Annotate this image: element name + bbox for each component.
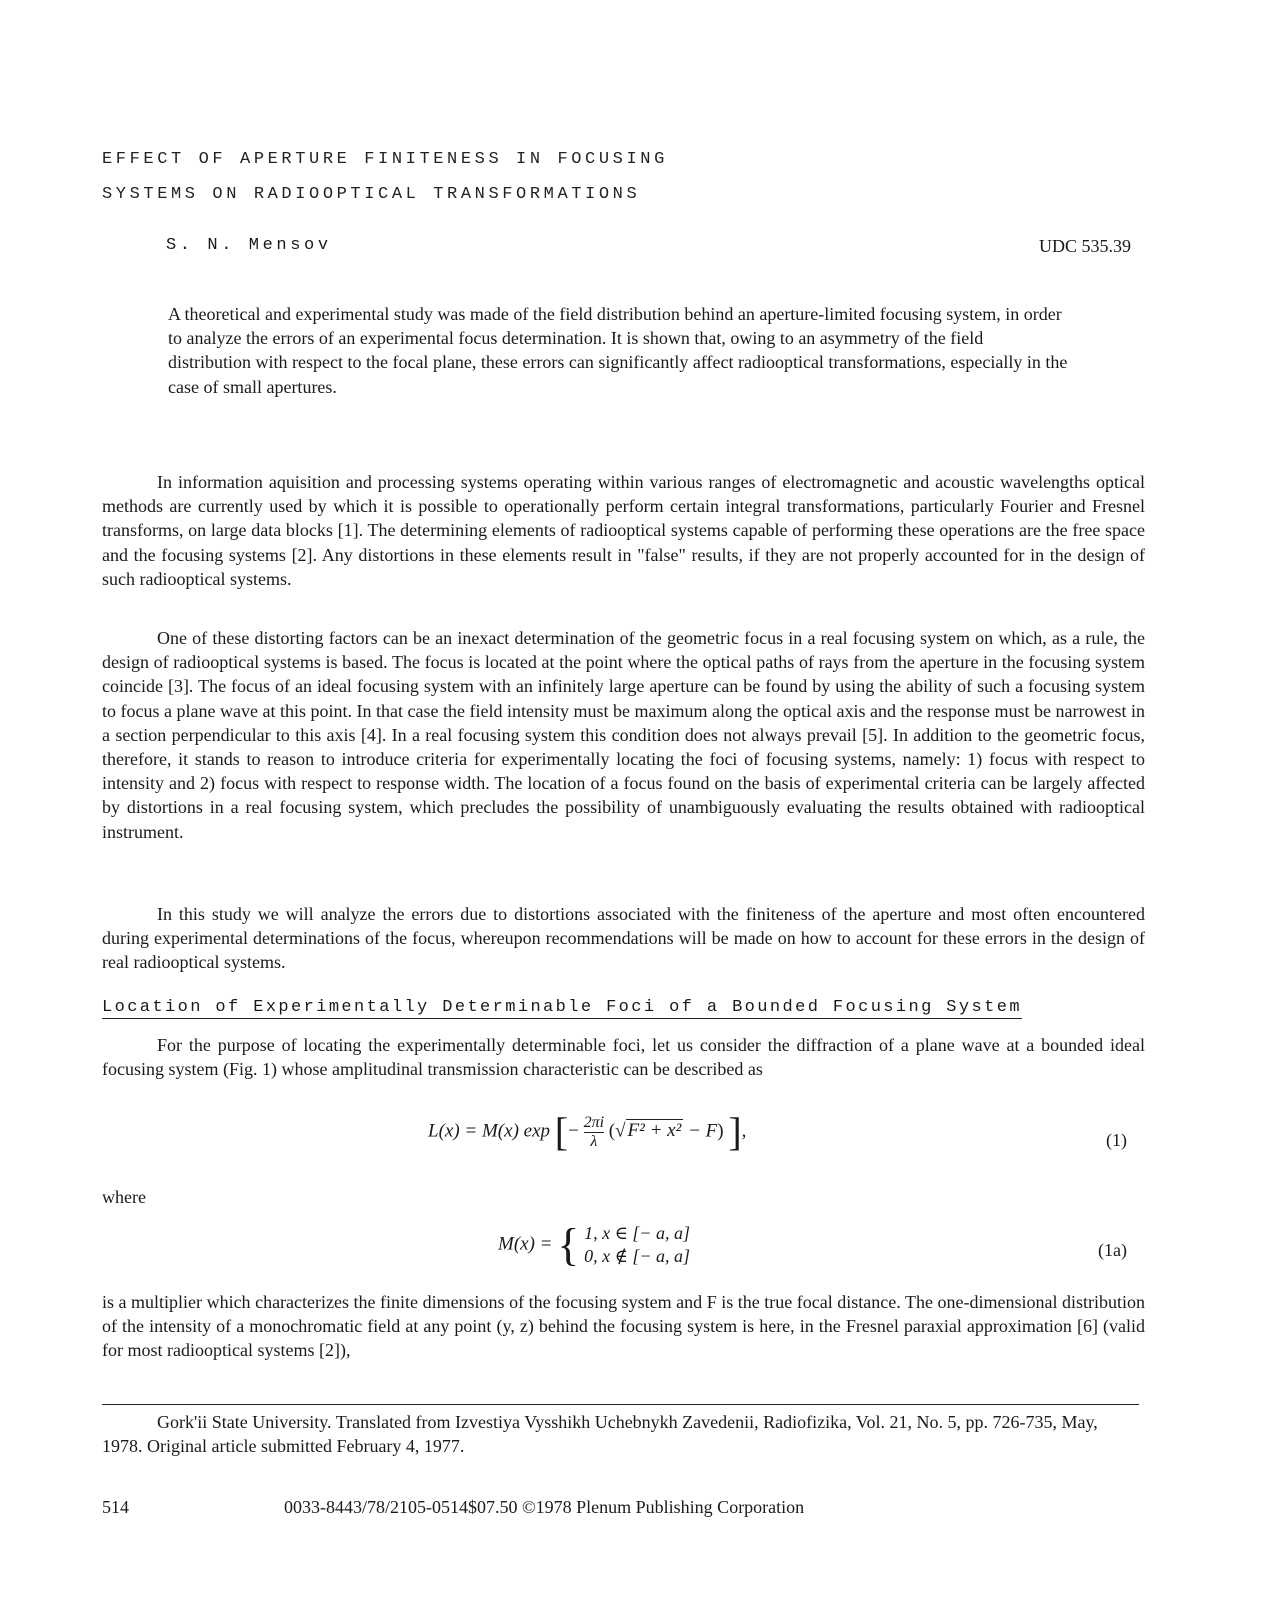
equation-1a-number: (1a) (1098, 1240, 1127, 1260)
eq1-bracket-close: ] (728, 1109, 742, 1154)
eq1-frac-num: 2πi (583, 1113, 605, 1131)
eq1-frac-den: λ (584, 1132, 604, 1151)
equation-1-number: (1) (1106, 1130, 1127, 1150)
equation-1a (498, 1219, 691, 1270)
author: S. N. Mensov (166, 236, 332, 255)
copyright-line: 0033-8443/78/2105-0514$07.50 ©1978 Plenum Publishing Corporation (284, 1497, 805, 1517)
footnote-rule (102, 1404, 1139, 1405)
eq1a-case-2: 0, x ∉ [− a, a] (584, 1246, 691, 1266)
eq1a-cases (584, 1222, 690, 1268)
eq1a-brace: { (557, 1219, 580, 1270)
eq1-lhs: L(x) = M(x) exp (428, 1120, 551, 1142)
eq1a-case-1: 1, x ∈ [− a, a] (584, 1223, 691, 1243)
paragraph-3: In this study we will analyze the errors due to distortions associated with the finiteness of the aperture and most often encountered during experimental determinations of the focus, whereupon recommendations will be made on how to account for these errors in the design of real radiooptical systems. (102, 904, 1145, 973)
abstract: A theoretical and experimental study was made of the field distribution behind an aperture-limited focusing system, in order to analyze the errors of an experimental focus determination. It is shown that, owing to an asymmetry of the field distribution with respect to the focal plane, these errors can significantly affect radiooptical transformations, especially in the case of small apertures. (168, 304, 1068, 397)
udc-code: UDC 535.39 (1038, 236, 1131, 256)
eq1-bracket-open: [ (554, 1109, 569, 1154)
eq1-sqrt-arg: F² + x² (627, 1120, 682, 1142)
title-line-1: EFFECT OF APERTURE FINITENESS IN FOCUSING (102, 150, 668, 169)
paragraph-4: For the purpose of locating the experimentally determinable foci, let us consider the diffraction of a plane wave at a bounded ideal focusing system (Fig. 1) whose amplitudinal transmission characteristic can be described as (102, 1035, 1145, 1080)
eq1a-lhs: M(x) = (498, 1233, 553, 1255)
eq1-tail: − F (688, 1120, 718, 1142)
page-number: 514 (102, 1497, 129, 1517)
paragraph-2: One of these distorting factors can be an inexact determination of the geometric focus in a real focusing system on which, as a rule, the design of radiooptical systems is based. The focus is located at the point where the optical paths of rays from the aperture in the focusing system coincide [3]. The focus of an ideal focusing system with an infinitely large aperture can be found by using the ability of such a focusing system to focus a plane wave at this point. In that case the field intensity must be maximum along the optical axis and the response must be narrowest in a section perpendicular to this axis [4]. In a real focusing system this condition does not always prevail [5]. In addition to the geometric focus, therefore, it stands to reason to introduce criteria for experimentally locating the foci of focusing systems, namely: 1) focus with respect to intensity and 2) focus with respect to response width. The location of a focus found on the basis of experimental criteria can be largely affected by distortions in a real focusing system, which precludes the possibility of unambiguously evaluating the results obtained with radiooptical instrument. (102, 628, 1145, 842)
where-text: where (102, 1187, 146, 1207)
title-line-2: SYSTEMS ON RADIOOPTICAL TRANSFORMATIONS (102, 185, 641, 204)
section-heading: Location of Experimentally Determinable Foci of a Bounded Focusing System (102, 998, 1022, 1017)
footnote: Gork'ii State University. Translated from Izvestiya Vysshikh Uchebnykh Zavedenii, Radiofizika, Vol. 21, No. 5, pp. 726-735, May, 1978. Original article submitted February 4, 1977. (102, 1412, 1098, 1457)
paragraph-5: is a multiplier which characterizes the finite dimensions of the focusing system and F is the true focal distance. The one-dimensional distribution of the intensity of a monochromatic field at any point (y, z) behind the focusing system is here, in the Fresnel paraxial approximation [6] (valid for most radiooptical systems [2]), (102, 1292, 1145, 1361)
paragraph-1: In information aquisition and processing systems operating within various ranges of electromagnetic and acoustic wavelengths optical methods are currently used by which it is possible to operationally perform certain integral transformations, particularly Fourier and Fresnel transforms, on large data blocks [1]. The determining elements of radiooptical systems capable of performing these operations are the free space and the focusing systems [2]. Any distortions in these elements result in "false" results, if they are not properly accounted for in the design of such radiooptical systems. (102, 472, 1145, 589)
equation-1: L(x) = M(x) exp [− $\frac{2\pi i}{\lambda}$ (√ F² + x² − F) ], (428, 1109, 747, 1154)
eq1-fraction (584, 1114, 604, 1151)
